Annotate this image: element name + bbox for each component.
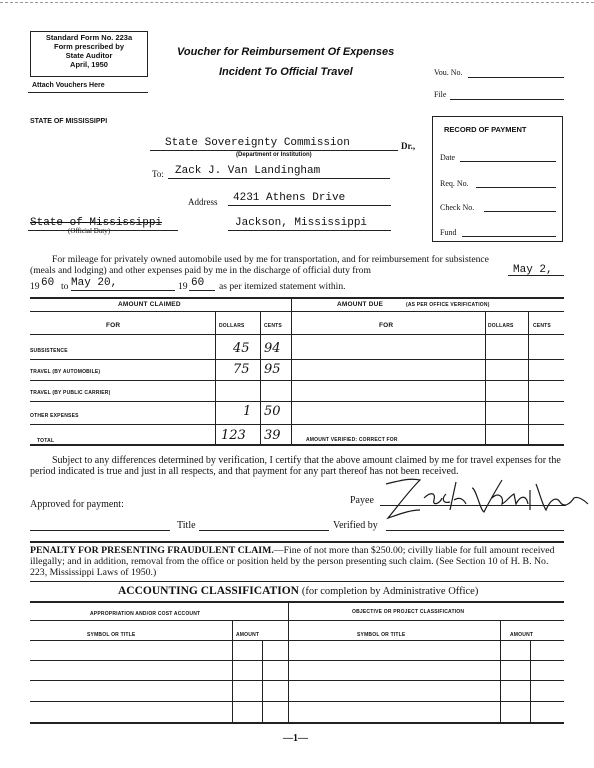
row-total-dollars: 123 xyxy=(221,428,246,443)
form-auditor: State Auditor xyxy=(65,51,113,60)
approver-signature-line[interactable] xyxy=(30,530,170,531)
claimed-col-dollars: DOLLARS xyxy=(219,323,245,329)
table-row-line-4 xyxy=(30,424,564,425)
table-mid-divider xyxy=(291,297,292,444)
city-underline xyxy=(228,230,391,231)
row-carrier-label: TRAVEL (BY PUBLIC CARRIER) xyxy=(30,390,111,396)
table-row-line-2 xyxy=(30,380,564,381)
to-date: May 20, xyxy=(71,277,118,289)
file-field[interactable] xyxy=(450,99,564,100)
form-date: April, 1950 xyxy=(70,60,108,69)
payee-label: Payee xyxy=(350,495,374,506)
state-label: STATE OF MISSISSIPPI xyxy=(30,118,108,125)
title-field[interactable] xyxy=(199,530,329,531)
accounting-title: ACCOUNTING CLASSIFICATION xyxy=(118,585,299,597)
accounting-right-header: OBJECTIVE OR PROJECT CLASSIFICATION xyxy=(352,609,465,615)
vou-no-label: Vou. No. xyxy=(434,68,463,77)
record-date-field[interactable] xyxy=(460,161,556,162)
row-total-label: TOTAL xyxy=(37,438,55,444)
signature-scrawl xyxy=(380,470,594,528)
year-2-underline xyxy=(189,290,215,291)
year-2: 60 xyxy=(191,277,205,289)
table-top-border xyxy=(30,297,564,299)
perforation-line xyxy=(0,2,594,3)
address-value: 4231 Athens Drive xyxy=(233,192,346,204)
statement-text: For mileage for privately owned automobile used by me for transportation, and for reimbursement for subsistence (meals and lodging) and other expenses paid by me in the discharge of official duty from xyxy=(30,254,489,276)
table-bottom-border xyxy=(30,444,564,446)
accounting-top-border xyxy=(30,581,564,582)
payer-underline xyxy=(150,150,398,151)
right-amount-divider xyxy=(500,620,501,723)
right-cents-divider xyxy=(530,640,531,723)
row-subsistence-dollars: 45 xyxy=(233,341,250,356)
certify-text: Subject to any differences determined by verification, I certify that the above amount claimed by me for travel expenses for the period indicated is true and just in all respects, and that payment for any part thereof has not been received. xyxy=(30,455,561,477)
penalty-top-border xyxy=(30,541,564,543)
amount-verified-label: AMOUNT VERIFIED: CORRECT FOR xyxy=(306,437,398,443)
verified-by-label: Verified by xyxy=(333,520,378,531)
form-number: Standard Form No. 223a xyxy=(45,33,133,42)
from-date: May 2, xyxy=(513,264,553,276)
left-amount-divider xyxy=(232,620,233,723)
record-req-label: Req. No. xyxy=(440,179,469,188)
table-row-line-1 xyxy=(30,359,564,360)
payer-name: State Sovereignty Commission xyxy=(165,137,350,149)
approved-label: Approved for payment: xyxy=(30,499,124,510)
form-number-box-text xyxy=(30,33,148,69)
statement-end: as per itemized statement within. xyxy=(219,281,346,292)
accounting-row-line-3 xyxy=(30,680,564,681)
row-other-label: OTHER EXPENSES xyxy=(30,413,79,419)
form-subtitle: Incident To Official Travel xyxy=(219,66,353,78)
accounting-sub-divider xyxy=(30,620,564,621)
dr-label: Dr., xyxy=(401,141,416,151)
accounting-row-line-2 xyxy=(30,660,564,661)
accounting-row-line-4 xyxy=(30,701,564,702)
form-prescribed: Form prescribed by xyxy=(53,42,125,51)
year-prefix-1: 19 xyxy=(30,281,40,292)
row-auto-dollars: 75 xyxy=(233,362,250,377)
to-label: To: xyxy=(152,169,164,179)
official-duty-caption: (Official Duty) xyxy=(68,227,111,235)
payee-underline xyxy=(168,178,390,179)
page-number: —1— xyxy=(283,733,308,744)
due-col-dollars: DOLLARS xyxy=(488,323,514,329)
accounting-left-header: APPROPRIATION AND/OR COST ACCOUNT xyxy=(90,611,201,617)
attach-underline xyxy=(28,92,148,93)
accounting-subtitle: (for completion by Administrative Office) xyxy=(301,586,479,597)
to-date-underline xyxy=(71,290,175,291)
record-fund-field[interactable] xyxy=(462,236,556,237)
to-word: to xyxy=(61,281,69,292)
left-amount-col: AMOUNT xyxy=(236,632,260,638)
amount-claimed-header: AMOUNT CLAIMED xyxy=(118,301,181,308)
form-title: Voucher for Reimbursement Of Expenses xyxy=(177,46,395,58)
row-subsistence-cents: 94 xyxy=(264,341,281,356)
due-col-for: FOR xyxy=(379,322,394,329)
attach-note: Attach Vouchers Here xyxy=(32,82,105,89)
amount-due-note: (AS PER OFFICE VERIFICATION) xyxy=(406,302,490,308)
accounting-row-line-1 xyxy=(30,640,564,641)
row-auto-label: TRAVEL (BY AUTOMOBILE) xyxy=(30,369,101,375)
from-date-underline xyxy=(508,275,564,276)
year-prefix-2: 19 xyxy=(178,281,188,292)
accounting-title-wrap xyxy=(118,585,478,597)
penalty-heading: PENALTY FOR PRESENTING FRAUDULENT CLAIM. xyxy=(30,545,274,556)
record-date-label: Date xyxy=(440,153,456,162)
due-col-cents: CENTS xyxy=(533,323,551,329)
row-other-cents: 50 xyxy=(264,404,281,419)
penalty-paragraph xyxy=(30,545,564,578)
city-value: Jackson, Mississippi xyxy=(235,217,368,229)
record-req-field[interactable] xyxy=(476,187,556,188)
payee-name: Zack J. Van Landingham xyxy=(175,165,321,177)
claimed-col-for: FOR xyxy=(106,322,121,329)
row-total-cents: 39 xyxy=(264,428,281,443)
table-header-divider xyxy=(30,311,564,312)
year-1: 60 xyxy=(41,277,55,289)
claimed-col-cents: CENTS xyxy=(264,323,282,329)
table-row-line-3 xyxy=(30,401,564,402)
table-col-header-divider xyxy=(30,334,564,335)
row-subsistence-label: SUBSISTENCE xyxy=(30,348,68,354)
row-other-dollars: 1 xyxy=(243,404,252,419)
address-label: Address xyxy=(188,197,218,207)
title-label: Title xyxy=(177,520,196,531)
record-title: RECORD OF PAYMENT xyxy=(444,125,527,134)
left-cents-divider xyxy=(262,640,263,723)
payer-caption: (Department or Institution) xyxy=(236,152,312,158)
address-underline xyxy=(228,205,391,206)
record-check-label: Check No. xyxy=(440,203,475,212)
file-label: File xyxy=(434,90,447,99)
record-check-field[interactable] xyxy=(484,211,556,212)
row-auto-cents: 95 xyxy=(264,362,281,377)
accounting-bottom-border xyxy=(30,722,564,724)
right-amount-col: AMOUNT xyxy=(510,632,534,638)
verified-by-field[interactable] xyxy=(386,530,564,531)
accounting-header-border xyxy=(30,601,564,603)
penalty-text: —Fine of not more than $250.00; civilly liable for full amount received illegally; and in addition, removal from the office or position held by the person presenting such claim. (See Section 10 of H. B. No. 223, Mississippi Laws of 1950.) xyxy=(30,545,555,578)
amount-due-header: AMOUNT DUE xyxy=(337,301,384,308)
left-symbol-col: SYMBOL OR TITLE xyxy=(87,632,136,638)
official-duty-value: State of Mississippi xyxy=(30,217,163,229)
record-fund-label: Fund xyxy=(440,228,457,237)
vou-no-field[interactable] xyxy=(468,77,564,78)
right-symbol-col: SYMBOL OR TITLE xyxy=(357,632,406,638)
